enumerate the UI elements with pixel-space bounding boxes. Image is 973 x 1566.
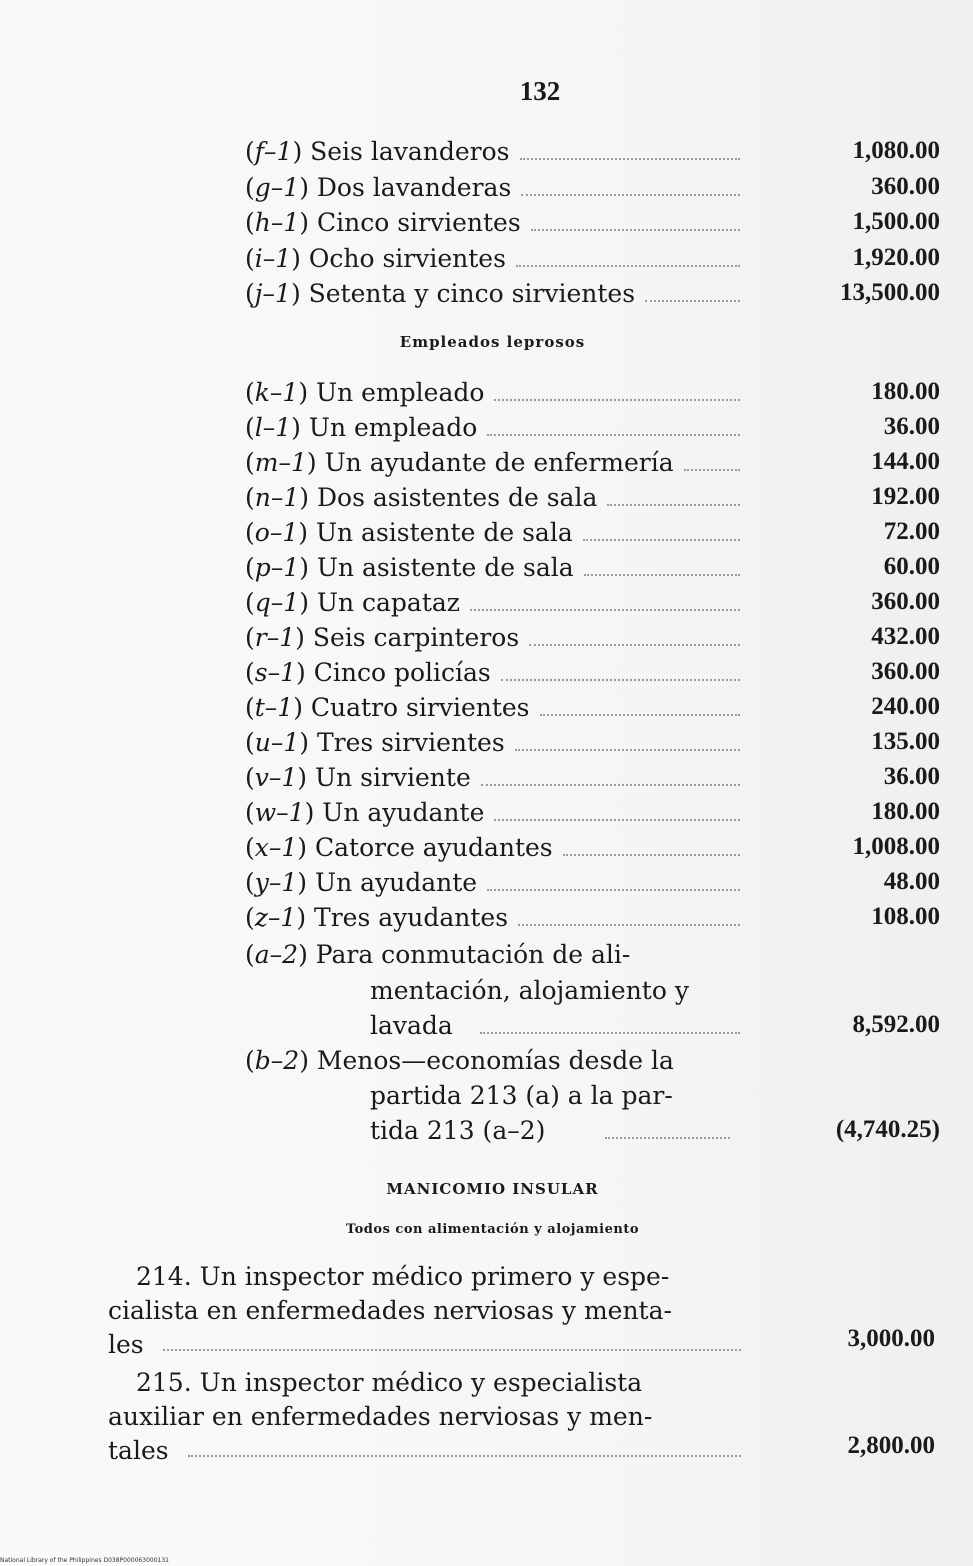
item-label: Ocho sirvientes	[308, 243, 506, 273]
item-label: Tres sirvientes	[316, 728, 505, 757]
item-code: q–1	[254, 588, 300, 617]
item-label-line: Un inspector médico primero y espe-	[199, 1262, 670, 1291]
item-amount: 1,008.00	[852, 833, 940, 860]
dot-leader	[684, 469, 740, 471]
item-label: Un capataz	[316, 588, 460, 617]
item-label: Para conmutación de ali-	[315, 940, 631, 969]
item-label: Seis lavanderos	[310, 137, 510, 166]
item-label: Un asistente de sala	[316, 553, 574, 582]
dot-leader	[529, 644, 740, 646]
item-code: l–1	[254, 413, 292, 442]
item-label: Dos asistentes de sala	[316, 483, 598, 512]
dot-leader	[487, 889, 740, 891]
item-label-line: cialista en enfermedades nerviosas y menta-	[108, 1296, 672, 1325]
item-label: Un ayudante	[315, 868, 478, 897]
item-code: t–1	[254, 693, 294, 722]
item-amount: 192.00	[871, 483, 940, 510]
item-code: v–1	[254, 763, 298, 792]
item-code: o–1	[254, 518, 299, 547]
item-label: Un ayudante	[322, 798, 485, 827]
item-label: Menos—economías desde la	[316, 1046, 674, 1075]
item-label: Cinco policías	[313, 658, 491, 687]
item-amount: (4,740.25)	[835, 1116, 940, 1143]
dot-leader	[470, 609, 740, 611]
item-amount: 240.00	[871, 693, 940, 720]
item-code: j–1	[254, 279, 291, 308]
item-label: Setenta y cinco sirvientes	[308, 279, 636, 308]
item-row: (l–1) Un empleado 36.00	[245, 413, 940, 442]
item-215-amount: 2,800.00	[847, 1432, 935, 1459]
item-label: Un empleado	[316, 378, 485, 407]
dot-leader	[516, 265, 740, 267]
item-label: tida 213 (a–2)	[370, 1116, 546, 1145]
item-amount: 48.00	[883, 868, 940, 895]
section-subheading-asylum: Todos con alimentación y alojamiento	[345, 1222, 640, 1237]
item-label-line: les	[108, 1330, 144, 1359]
dot-leader	[605, 1137, 730, 1139]
item-label: Cuatro sirvientes	[310, 693, 530, 722]
dot-leader	[540, 714, 740, 716]
item-code: y–1	[254, 868, 298, 897]
item-code: b–2	[254, 1046, 300, 1075]
item-b2-line2: partida 213 (a) a la par-	[370, 1081, 673, 1110]
item-row: (n–1) Dos asistentes de sala 192.00	[245, 483, 940, 512]
dot-leader	[607, 504, 740, 506]
item-row: (x–1) Catorce ayudantes 1,008.00	[245, 833, 940, 862]
item-number: 214.	[136, 1262, 192, 1291]
item-row: (i–1) Ocho sirvientes 1,920.00	[245, 243, 940, 273]
dot-leader	[481, 784, 740, 786]
dot-leader	[163, 1349, 741, 1351]
item-row: (z–1) Tres ayudantes 108.00	[245, 903, 940, 932]
item-row: (p–1) Un asistente de sala 60.00	[245, 553, 940, 582]
item-code: r–1	[254, 623, 296, 652]
item-row: (s–1) Cinco policías 360.00	[245, 658, 940, 687]
item-amount: 36.00	[883, 413, 940, 440]
item-code: s–1	[254, 658, 297, 687]
item-row: (o–1) Un asistente de sala 72.00	[245, 518, 940, 547]
item-a2-line2: mentación, alojamiento y	[370, 976, 689, 1005]
item-amount: 1,920.00	[852, 243, 940, 271]
item-row: (u–1) Tres sirvientes 135.00	[245, 728, 940, 757]
item-a2-final-line	[245, 1011, 940, 1047]
item-row: (r–1) Seis carpinteros 432.00	[245, 623, 940, 652]
item-amount: 360.00	[871, 658, 940, 685]
item-amount: 135.00	[871, 728, 940, 755]
item-row: (q–1) Un capataz 360.00	[245, 588, 940, 617]
dot-leader	[494, 819, 740, 821]
item-code: x–1	[254, 833, 298, 862]
item-code: u–1	[254, 728, 300, 757]
item-row-b2: (b–2) Menos—economías desde la	[245, 1046, 674, 1075]
item-amount: 360.00	[871, 588, 940, 615]
item-amount: 180.00	[871, 378, 940, 405]
dot-leader	[188, 1455, 741, 1457]
dot-leader	[518, 924, 740, 926]
dot-leader	[563, 854, 740, 856]
item-row: (f–1) Seis lavanderos 1,080.00	[245, 137, 940, 166]
item-row: (j–1) Setenta y cinco sirvientes 13,500.00	[245, 279, 940, 308]
dot-leader	[531, 229, 740, 231]
item-amount: 108.00	[871, 903, 940, 930]
item-label: Tres ayudantes	[314, 903, 509, 932]
item-214	[108, 1260, 741, 1362]
footer-credit: National Library of the Philippines D038P000063000131	[0, 1557, 169, 1564]
item-row: (h–1) Cinco sirvientes 1,500.00	[245, 208, 940, 237]
item-b2-final-line	[245, 1116, 940, 1152]
item-label: Un sirviente	[315, 763, 471, 792]
item-row: (y–1) Un ayudante 48.00	[245, 868, 940, 897]
item-code: i–1	[254, 243, 292, 273]
section-heading-asylum: MANICOMIO INSULAR	[386, 1180, 599, 1198]
item-number: 215.	[136, 1368, 192, 1397]
item-label-line: Un inspector médico y especialista	[199, 1368, 643, 1397]
item-code: h–1	[254, 208, 300, 237]
item-code: m–1	[254, 448, 307, 477]
item-row: (g–1) Dos lavanderas 360.00	[245, 172, 940, 202]
item-row: (k–1) Un empleado 180.00	[245, 378, 940, 407]
item-label: Un asistente de sala	[315, 518, 573, 547]
section-heading-lepers: Empleados leprosos	[399, 333, 586, 351]
item-label: Catorce ayudantes	[314, 833, 553, 862]
item-label: Seis carpinteros	[312, 623, 520, 652]
dot-leader	[583, 539, 740, 541]
item-amount: 360.00	[871, 172, 940, 200]
dot-leader	[494, 399, 740, 401]
item-code: p–1	[254, 553, 300, 582]
item-label: Dos lavanderas	[316, 172, 512, 202]
item-label: Un empleado	[308, 413, 478, 442]
dot-leader	[487, 434, 740, 436]
item-code: g–1	[254, 172, 300, 202]
item-row: (v–1) Un sirviente 36.00	[245, 763, 940, 792]
item-label: Un ayudante de enfermería	[324, 448, 674, 477]
item-label: lavada	[370, 1011, 453, 1040]
item-214-amount: 3,000.00	[847, 1325, 935, 1352]
dot-leader	[520, 158, 741, 160]
item-code: z–1	[254, 903, 297, 932]
item-row: (m–1) Un ayudante de enfermería 144.00	[245, 448, 940, 477]
dot-leader	[521, 194, 740, 196]
item-row: (w–1) Un ayudante 180.00	[245, 798, 940, 827]
item-row: (t–1) Cuatro sirvientes 240.00	[245, 693, 940, 722]
item-amount: 8,592.00	[852, 1011, 940, 1038]
item-amount: 1,080.00	[852, 137, 940, 164]
item-amount: 60.00	[883, 553, 940, 580]
item-code: w–1	[254, 798, 305, 827]
item-label-line: tales	[108, 1436, 169, 1465]
item-amount: 432.00	[871, 623, 940, 650]
item-code: f–1	[254, 137, 293, 166]
page-number: 132	[519, 76, 561, 106]
dot-leader	[515, 749, 740, 751]
item-amount: 72.00	[883, 518, 940, 545]
dot-leader	[480, 1032, 740, 1034]
item-amount: 36.00	[883, 763, 940, 790]
item-label: Cinco sirvientes	[316, 208, 521, 237]
dot-leader	[645, 300, 740, 302]
item-amount: 144.00	[871, 448, 940, 475]
item-amount: 180.00	[871, 798, 940, 825]
item-code: a–2	[254, 940, 299, 969]
item-215	[108, 1366, 741, 1468]
item-amount: 1,500.00	[852, 208, 940, 235]
dot-leader	[584, 574, 740, 576]
item-row-a2: (a–2) Para conmutación de ali-	[245, 940, 631, 969]
item-code: n–1	[254, 483, 300, 512]
item-label-line: auxiliar en enfermedades nerviosas y men-	[108, 1402, 653, 1431]
dot-leader	[501, 679, 740, 681]
item-amount: 13,500.00	[840, 279, 940, 306]
item-code: k–1	[254, 378, 299, 407]
